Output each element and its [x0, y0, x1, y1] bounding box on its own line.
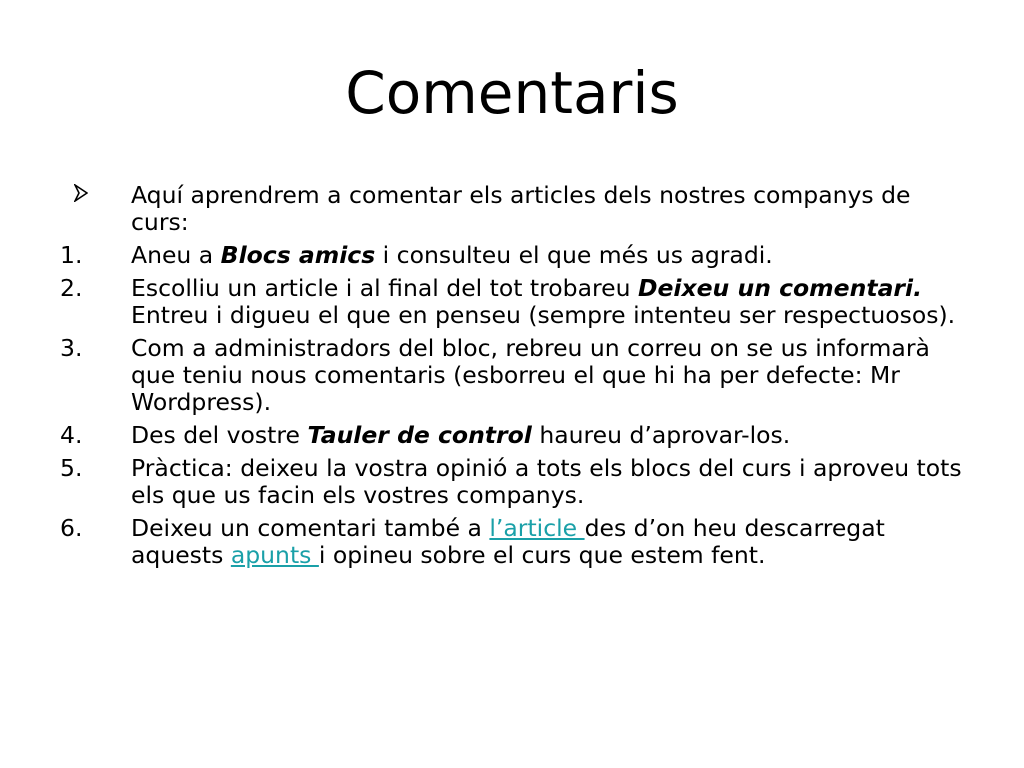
- slide-content: [60, 182, 970, 575]
- slide-title: Comentaris: [345, 59, 679, 127]
- list-number: 4.: [60, 421, 83, 449]
- step-text: Com a administradors del bloc, rebreu un correu on se us informarà que teniu nous comentaris (esborreu el que hi ha per defecte: Mr Wordpress).: [131, 334, 930, 416]
- apunts-link[interactable]: apunts: [230, 541, 319, 569]
- article-link[interactable]: l’article: [489, 514, 585, 542]
- list-item-5: [60, 455, 970, 509]
- step-text: i consulteu el que més us agradi.: [375, 241, 773, 269]
- list-item-2: [60, 275, 970, 329]
- tauler-de-control-term: Tauler de control: [307, 421, 532, 449]
- intro-text: Aquí aprendrem a comentar els articles dels nostres companys de curs:: [131, 181, 911, 236]
- step-text: Deixeu un comentari també a: [131, 514, 490, 542]
- list-number: 3.: [60, 334, 83, 362]
- list-item-4: [60, 422, 970, 449]
- blocs-amics-term: Blocs amics: [220, 241, 376, 269]
- arrowhead-bullet-icon: [74, 184, 134, 202]
- step-text: des d’on heu descarregat aquests: [131, 514, 885, 569]
- step-text: Pràctica: deixeu la vostra opinió a tots els blocs del curs i aproveu tots els que us facin els vostres companys.: [131, 454, 962, 509]
- step-text: haureu d’aprovar-los.: [531, 421, 791, 449]
- list-item-1: [60, 242, 970, 269]
- list-item-6: [60, 515, 970, 569]
- list-number: 5.: [60, 454, 83, 482]
- intro-bullet: [60, 182, 970, 236]
- step-text: Aneu a: [131, 241, 221, 269]
- list-number: 1.: [60, 241, 83, 269]
- list-item-3: [60, 335, 970, 416]
- step-text: Entreu i digueu el que en penseu (sempre intenteu ser respectuosos).: [131, 301, 956, 329]
- step-text: Des del vostre: [131, 421, 308, 449]
- step-text: i opineu sobre el curs que estem fent.: [318, 541, 766, 569]
- deixeu-un-comentari-term: Deixeu un comentari.: [637, 274, 922, 302]
- list-number: 2.: [60, 274, 83, 302]
- list-number: 6.: [60, 514, 83, 542]
- step-text: Escolliu un article i al final del tot trobareu: [131, 274, 638, 302]
